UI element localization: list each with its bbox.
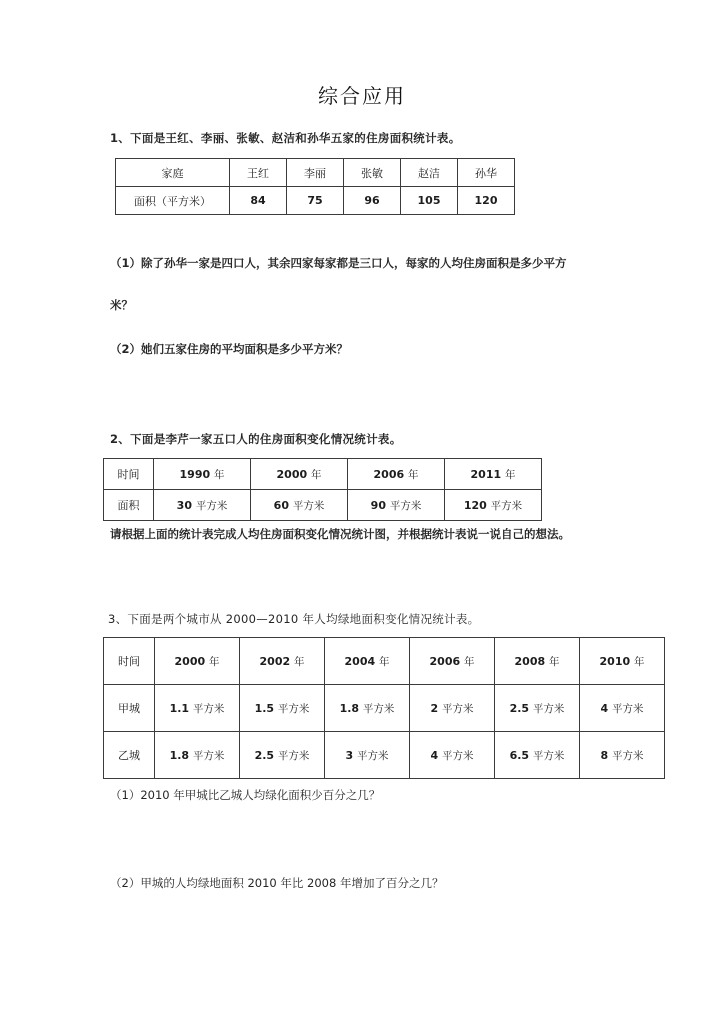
table3-row2-cell1-unit: 平方米 [277, 749, 310, 762]
table3-row2-cell0 [155, 732, 240, 779]
problem-1-question-1-line-2: 米？ [110, 298, 133, 312]
green-area-table [103, 637, 665, 779]
table1-row1-label: 面积（平方米） [116, 187, 230, 215]
table3-row0-cell0 [155, 638, 240, 685]
table1-row0-cell1: 李丽 [287, 159, 344, 187]
table2-row0-cell0-value: 1990 [179, 467, 211, 481]
table3-row2-cell4 [495, 732, 580, 779]
problem-3-stem [108, 611, 479, 629]
table3-row2-cell0-unit: 平方米 [192, 749, 225, 762]
table-row [104, 638, 665, 685]
table2-row0-cell3-unit: 年 [504, 468, 516, 481]
table3-row0-cell2-value: 2004 [344, 654, 376, 668]
table1-row1-cell0: 84 [230, 187, 287, 215]
table2-row0-cell0-unit: 年 [213, 468, 225, 481]
table3-row0-cell3-unit: 年 [463, 655, 475, 668]
table2-row1-cell3-unit: 平方米 [490, 499, 523, 512]
table3-row1-cell1 [240, 685, 325, 732]
table-row [104, 732, 665, 779]
table2-row0-cell3-value: 2011 [470, 467, 502, 481]
table-row [104, 685, 665, 732]
table3-row2-cell5-unit: 平方米 [612, 749, 644, 762]
table1-row0-cell4: 孙华 [458, 159, 515, 187]
table1-row1-cell2: 96 [344, 187, 401, 215]
table3-row2-cell5-value: 8 [600, 748, 609, 762]
table3-row0-cell1-value: 2002 [259, 654, 291, 668]
table-row [116, 159, 515, 187]
table-row [104, 490, 542, 521]
table3-row0-label: 时间 [104, 638, 155, 685]
table3-row0-cell1 [240, 638, 325, 685]
problem-3-question-1: （1）2010 年甲城比乙城人均绿化面积少百分之几？ [110, 788, 381, 802]
table1-row0-label: 家庭 [116, 159, 230, 187]
table3-row0-cell3-value: 2006 [429, 654, 461, 668]
table3-row1-cell2-value: 1.8 [339, 701, 360, 715]
table3-row1-cell0 [155, 685, 240, 732]
table3-row0-cell2 [325, 638, 410, 685]
table2-row1-cell0-value: 30 [176, 498, 192, 512]
table3-row1-cell3-unit: 平方米 [442, 702, 474, 715]
table3-row2-cell2-value: 3 [345, 748, 354, 762]
table3-row0-cell1-unit: 年 [293, 655, 305, 668]
table3-row0-cell4-unit: 年 [548, 655, 560, 668]
table2-row0-cell1-unit: 年 [310, 468, 322, 481]
page-title: 综合应用 [318, 84, 406, 108]
table3-row0-cell4-value: 2008 [514, 654, 546, 668]
table3-row1-cell1-value: 1.5 [254, 701, 275, 715]
table3-row0-cell5-unit: 年 [633, 655, 645, 668]
table3-row2-cell3 [410, 732, 495, 779]
table-row [104, 459, 542, 490]
table3-row0-cell0-unit: 年 [208, 655, 220, 668]
table3-row0-cell5 [580, 638, 665, 685]
table2-row0-cell2-value: 2006 [373, 467, 405, 481]
problem-2-number: 2、 [110, 432, 131, 446]
table2-row1-cell0 [154, 490, 251, 521]
table3-row0-cell2-unit: 年 [378, 655, 390, 668]
problem-2-stem [110, 431, 402, 449]
table3-row1-label: 甲城 [104, 685, 155, 732]
problem-1-stem [110, 130, 461, 148]
table2-row0-cell1 [251, 459, 348, 490]
table1-row1-cell4: 120 [458, 187, 515, 215]
table3-row1-cell3 [410, 685, 495, 732]
table3-row0-cell0-value: 2000 [174, 654, 206, 668]
problem-3-stem-text: 下面是两个城市从 2000—2010 年人均绿地面积变化情况统计表。 [127, 612, 480, 626]
table3-row1-cell0-unit: 平方米 [192, 702, 225, 715]
table2-row1-cell1-value: 60 [273, 498, 289, 512]
table3-row2-label: 乙城 [104, 732, 155, 779]
table2-row1-cell2-value: 90 [370, 498, 386, 512]
table2-row0-cell2-unit: 年 [407, 468, 419, 481]
table2-row0-cell3 [445, 459, 542, 490]
table3-row2-cell2-unit: 平方米 [357, 749, 389, 762]
table1-row0-cell0: 王红 [230, 159, 287, 187]
table3-row2-cell1-value: 2.5 [254, 748, 275, 762]
problem-1-question-1-line-1: （1）除了孙华一家是四口人，其余四家每家都是三口人，每家的人均住房面积是多少平方 [110, 256, 567, 270]
table2-row0-cell2 [348, 459, 445, 490]
table2-row1-label: 面积 [104, 490, 154, 521]
table-row [116, 187, 515, 215]
table2-row0-cell0 [154, 459, 251, 490]
table3-row1-cell0-value: 1.1 [169, 701, 190, 715]
table1-row0-cell3: 赵洁 [401, 159, 458, 187]
table3-row2-cell3-unit: 平方米 [442, 749, 474, 762]
table2-row1-cell1-unit: 平方米 [292, 499, 325, 512]
problem-3-number: 3、 [108, 612, 128, 626]
table3-row2-cell4-value: 6.5 [509, 748, 530, 762]
table3-row1-cell4 [495, 685, 580, 732]
table3-row2-cell4-unit: 平方米 [532, 749, 565, 762]
table3-row1-cell4-value: 2.5 [509, 701, 530, 715]
table2-row1-cell2 [348, 490, 445, 521]
table3-row0-cell4 [495, 638, 580, 685]
problem-1-number: 1、 [110, 131, 131, 145]
table2-row0-label: 时间 [104, 459, 154, 490]
problem-3-question-2: （2）甲城的人均绿地面积 2010 年比 2008 年增加了百分之几？ [110, 876, 444, 890]
table1-row1-cell3: 105 [401, 187, 458, 215]
table3-row0-cell3 [410, 638, 495, 685]
table2-row1-cell3-value: 120 [463, 498, 487, 512]
area-change-table [103, 458, 542, 521]
table3-row1-cell2 [325, 685, 410, 732]
problem-1-stem-text: 下面是王红、李丽、张敏、赵洁和孙华五家的住房面积统计表。 [130, 131, 461, 145]
table3-row1-cell5 [580, 685, 665, 732]
table3-row2-cell1 [240, 732, 325, 779]
table2-row0-cell1-value: 2000 [276, 467, 308, 481]
table3-row1-cell4-unit: 平方米 [532, 702, 565, 715]
table3-row1-cell5-unit: 平方米 [612, 702, 644, 715]
table2-row1-cell1 [251, 490, 348, 521]
table3-row2-cell5 [580, 732, 665, 779]
table2-row1-cell3 [445, 490, 542, 521]
table1-row0-cell2: 张敏 [344, 159, 401, 187]
table3-row1-cell1-unit: 平方米 [277, 702, 310, 715]
table3-row1-cell2-unit: 平方米 [362, 702, 395, 715]
table3-row2-cell3-value: 4 [430, 748, 439, 762]
problem-2-stem-text: 下面是李芹一家五口人的住房面积变化情况统计表。 [130, 432, 402, 446]
table1-row1-cell1: 75 [287, 187, 344, 215]
problem-2-question-1: 请根据上面的统计表完成人均住房面积变化情况统计图，并根据统计表说一说自己的想法。 [110, 527, 570, 541]
table3-row0-cell5-value: 2010 [599, 654, 631, 668]
table3-row2-cell2 [325, 732, 410, 779]
table3-row1-cell5-value: 4 [600, 701, 609, 715]
table3-row1-cell3-value: 2 [430, 701, 439, 715]
table2-row1-cell0-unit: 平方米 [195, 499, 228, 512]
table2-row1-cell2-unit: 平方米 [389, 499, 422, 512]
housing-area-table [115, 158, 515, 215]
table3-row2-cell0-value: 1.8 [169, 748, 190, 762]
problem-1-question-2: （2）她们五家住房的平均面积是多少平方米？ [110, 342, 348, 356]
